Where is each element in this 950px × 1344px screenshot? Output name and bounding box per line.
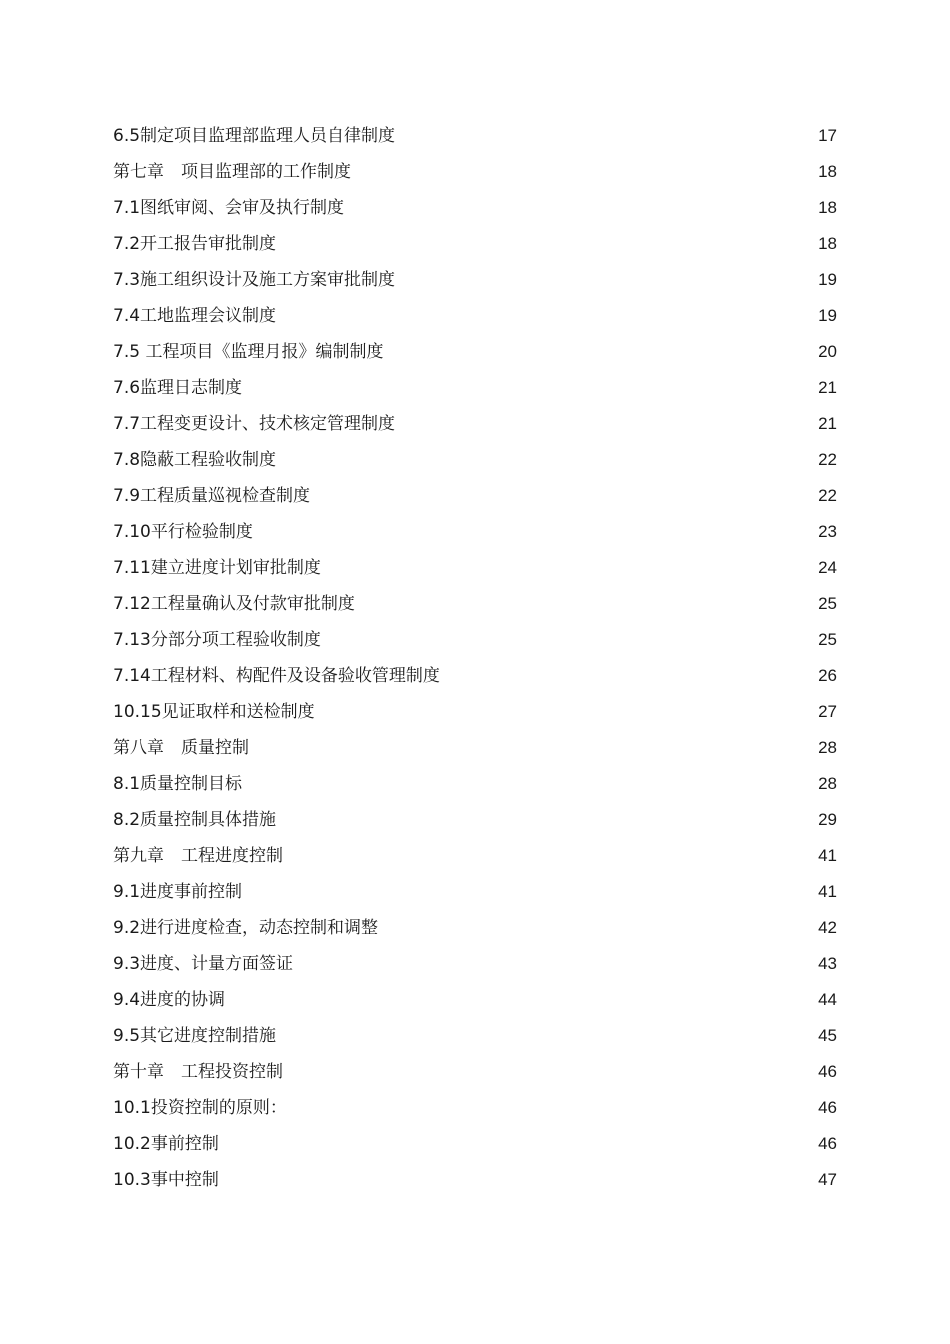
toc-entry-title: 10.3事中控制 [113, 1170, 219, 1190]
toc-entry-page: 46 [818, 1062, 837, 1081]
toc-entry[interactable] [113, 658, 837, 694]
toc-entry-page: 24 [818, 558, 837, 577]
toc-entry-page: 45 [818, 1026, 837, 1045]
toc-entry-page: 44 [818, 990, 837, 1009]
toc-entry-title: 8.2质量控制具体措施 [113, 810, 277, 830]
toc-entry-title: 7.1图纸审阅、会审及执行制度 [113, 198, 345, 218]
toc-entry-page: 46 [818, 1134, 837, 1153]
toc-entry-title: 6.5制定项目监理部监理人员自律制度 [113, 126, 396, 146]
toc-entry-page: 18 [818, 162, 837, 181]
toc-entry-page: 22 [818, 450, 837, 469]
toc-entry[interactable] [113, 226, 837, 262]
toc-entry-title: 7.6监理日志制度 [113, 378, 243, 398]
toc-entry[interactable] [113, 910, 837, 946]
toc-entry[interactable] [113, 1126, 837, 1162]
toc-entry[interactable] [113, 1054, 837, 1090]
toc-entry-page: 46 [818, 1098, 837, 1117]
toc-entry-title: 7.2开工报告审批制度 [113, 234, 277, 254]
toc-entry[interactable] [113, 1018, 837, 1054]
toc-entry-page: 19 [818, 270, 837, 289]
toc-entry[interactable] [113, 730, 837, 766]
toc-entry[interactable] [113, 1162, 837, 1198]
toc-entry[interactable] [113, 118, 837, 154]
toc-entry[interactable] [113, 406, 837, 442]
toc-entry-title: 第九章 工程进度控制 [113, 846, 283, 866]
toc-entry-page: 28 [818, 738, 837, 757]
toc-entry-page: 29 [818, 810, 837, 829]
toc-entry-title: 7.13分部分项工程验收制度 [113, 630, 321, 650]
toc-entry-title: 7.11建立进度计划审批制度 [113, 558, 321, 578]
toc-entry-title: 7.5 工程项目《监理月报》编制制度 [113, 342, 384, 362]
toc-entry[interactable] [113, 982, 837, 1018]
toc-entry-page: 21 [818, 414, 837, 433]
toc-entry[interactable] [113, 190, 837, 226]
toc-entry-page: 25 [818, 594, 837, 613]
toc-entry[interactable] [113, 946, 837, 982]
toc-entry[interactable] [113, 514, 837, 550]
toc-entry-title: 第十章 工程投资控制 [113, 1062, 283, 1082]
toc-entry-title: 9.3进度、计量方面签证 [113, 954, 294, 974]
toc-entry-title: 第八章 质量控制 [113, 738, 249, 758]
toc-entry-title: 7.3施工组织设计及施工方案审批制度 [113, 270, 396, 290]
toc-entry-page: 17 [818, 126, 837, 145]
toc-entry-title: 10.1投资控制的原则： [113, 1098, 287, 1118]
toc-entry-page: 23 [818, 522, 837, 541]
toc-entry[interactable] [113, 442, 837, 478]
toc-entry[interactable] [113, 802, 837, 838]
toc-entry[interactable] [113, 154, 837, 190]
toc-entry[interactable] [113, 262, 837, 298]
toc-entry-page: 41 [818, 882, 837, 901]
toc-entry-title: 9.5其它进度控制措施 [113, 1026, 277, 1046]
toc-entry-title: 第七章 项目监理部的工作制度 [113, 162, 351, 182]
toc-entry[interactable] [113, 478, 837, 514]
toc-entry[interactable] [113, 586, 837, 622]
toc-entry[interactable] [113, 622, 837, 658]
toc-entry-page: 43 [818, 954, 837, 973]
toc-entry-title: 7.10平行检验制度 [113, 522, 253, 542]
toc-entry[interactable] [113, 370, 837, 406]
toc-entry-page: 20 [818, 342, 837, 361]
toc-entry[interactable] [113, 838, 837, 874]
toc-entry-page: 41 [818, 846, 837, 865]
toc-entry-title: 10.2事前控制 [113, 1134, 219, 1154]
toc-entry-title: 7.7工程变更设计、技术核定管理制度 [113, 414, 396, 434]
toc-entry-page: 28 [818, 774, 837, 793]
toc-entry-title: 7.14工程材料、构配件及设备验收管理制度 [113, 666, 440, 686]
toc-entry-title: 9.2进行进度检查，动态控制和调整 [113, 918, 379, 938]
toc-entry[interactable] [113, 874, 837, 910]
toc-entry-title: 9.1进度事前控制 [113, 882, 243, 902]
toc-entry[interactable] [113, 1090, 837, 1126]
toc-entry-title: 10.15见证取样和送检制度 [113, 702, 315, 722]
toc-entry-title: 8.1质量控制目标 [113, 774, 243, 794]
toc-entry-page: 27 [818, 702, 837, 721]
toc-entry-page: 22 [818, 486, 837, 505]
toc-entry-page: 47 [818, 1170, 837, 1189]
toc-entry[interactable] [113, 550, 837, 586]
toc-entry-page: 21 [818, 378, 837, 397]
toc-entry[interactable] [113, 694, 837, 730]
toc-entry-title: 7.4工地监理会议制度 [113, 306, 277, 326]
toc-entry-page: 26 [818, 666, 837, 685]
toc-entry-page: 18 [818, 234, 837, 253]
toc-entry-page: 25 [818, 630, 837, 649]
toc-entry-title: 7.12工程量确认及付款审批制度 [113, 594, 355, 614]
toc-entry-title: 9.4进度的协调 [113, 990, 226, 1010]
table-of-contents [113, 118, 837, 1198]
toc-entry[interactable] [113, 766, 837, 802]
toc-entry-page: 42 [818, 918, 837, 937]
toc-entry-page: 18 [818, 198, 837, 217]
toc-entry[interactable] [113, 334, 837, 370]
toc-entry[interactable] [113, 298, 837, 334]
toc-entry-title: 7.9工程质量巡视检查制度 [113, 486, 311, 506]
toc-entry-title: 7.8隐蔽工程验收制度 [113, 450, 277, 470]
toc-entry-page: 19 [818, 306, 837, 325]
